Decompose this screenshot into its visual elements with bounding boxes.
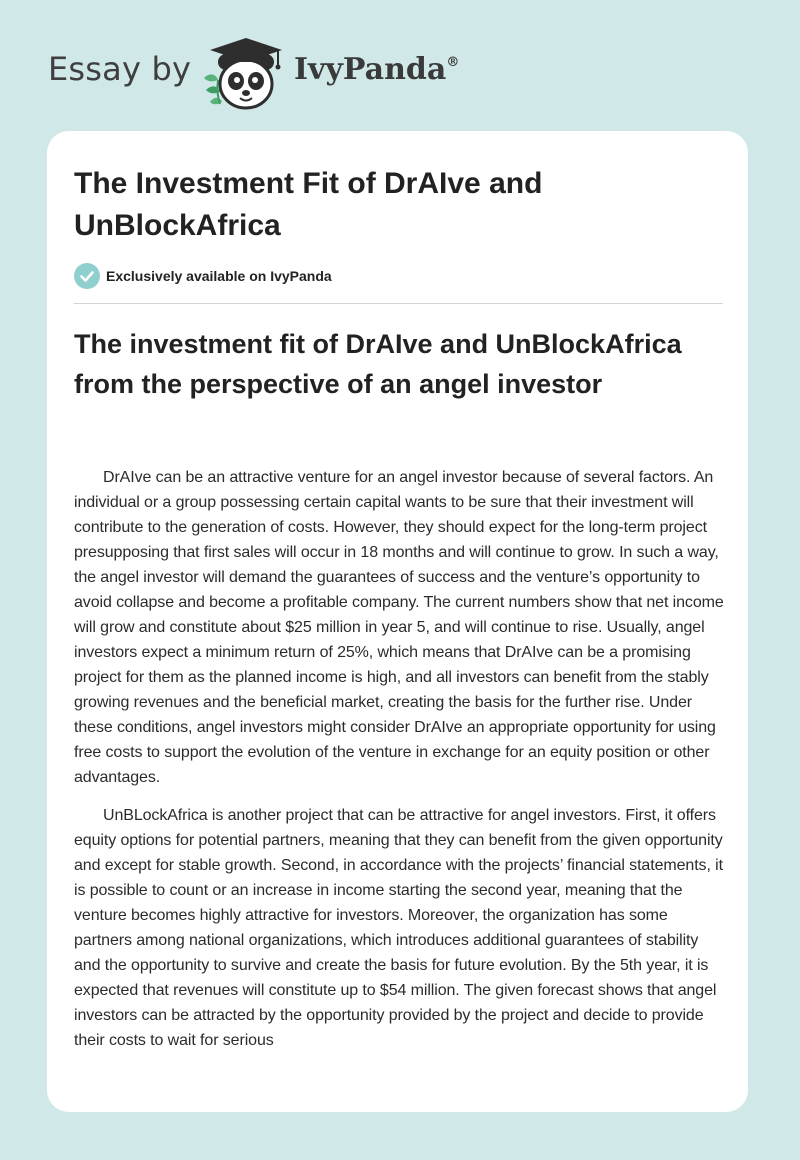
section-heading: The investment fit of DrAIve and UnBlockAfrica from the perspective of an angel investor	[74, 329, 682, 399]
title-divider	[74, 303, 723, 304]
site-header	[48, 34, 528, 114]
article-body	[74, 465, 725, 1066]
check-circle-icon	[74, 263, 100, 289]
brand-name[interactable]: IvyPanda®	[294, 52, 460, 87]
brand-prefix: Essay by	[48, 50, 192, 88]
page-title: The Investment Fit of DrAIve and UnBlockAfrica	[74, 167, 543, 242]
paragraph: UnBLockAfrica is another project that can be attractive for angel investors. First, it offers equity options for potential partners, meaning that they can benefit from the given opportunity and except for stable growth. Second, in accordance with the projects’ financial statements, it is possible to count or an increase in income starting the second year, meaning that the venture becomes highly attractive for investors. Moreover, the organization has some partners among national organizations, which introduces additional guarantees of stability and the opportunity to survive and create the basis for future evolution. By the 5th year, it is expected that revenues will constitute up to $54 million. The given forecast shows that angel investors can be attracted by the opportunity provided by the project and decide to provide their costs to wait for serious	[74, 807, 723, 1049]
badge-label: Exclusively available on IvyPanda	[106, 268, 332, 284]
paragraph: DrAIve can be an attractive venture for an angel investor because of several factors. An individual or a group possessing certain capital wants to be sure that their investment will contribute to the generation of costs. However, they should expect for the long-term project presupposing that first sales will occur in 18 months and will continue to grow. In such a way, the angel investor will demand the guarantees of success and the venture’s opportunity to avoid collapse and become a profitable company. The current numbers show that net income will grow and constitute about $25 million in year 5, and will continue to rise. Usually, angel investors expect a minimum return of 25%, which means that DrAIve can be a promising project for them as the planned income is high, and all investors can benefit from the stably growing revenues and the beneficial market, creating the basis for the further rise. Under these conditions, angel investors might consider DrAIve an appropriate opportunity for using free costs to support the evolution of the venture in exchange for an equity position or other advantages.	[74, 469, 724, 786]
article-card	[47, 131, 748, 1112]
registered-mark: ®	[446, 55, 460, 70]
exclusive-badge	[74, 263, 332, 289]
ivypanda-logo-icon[interactable]	[200, 34, 286, 110]
